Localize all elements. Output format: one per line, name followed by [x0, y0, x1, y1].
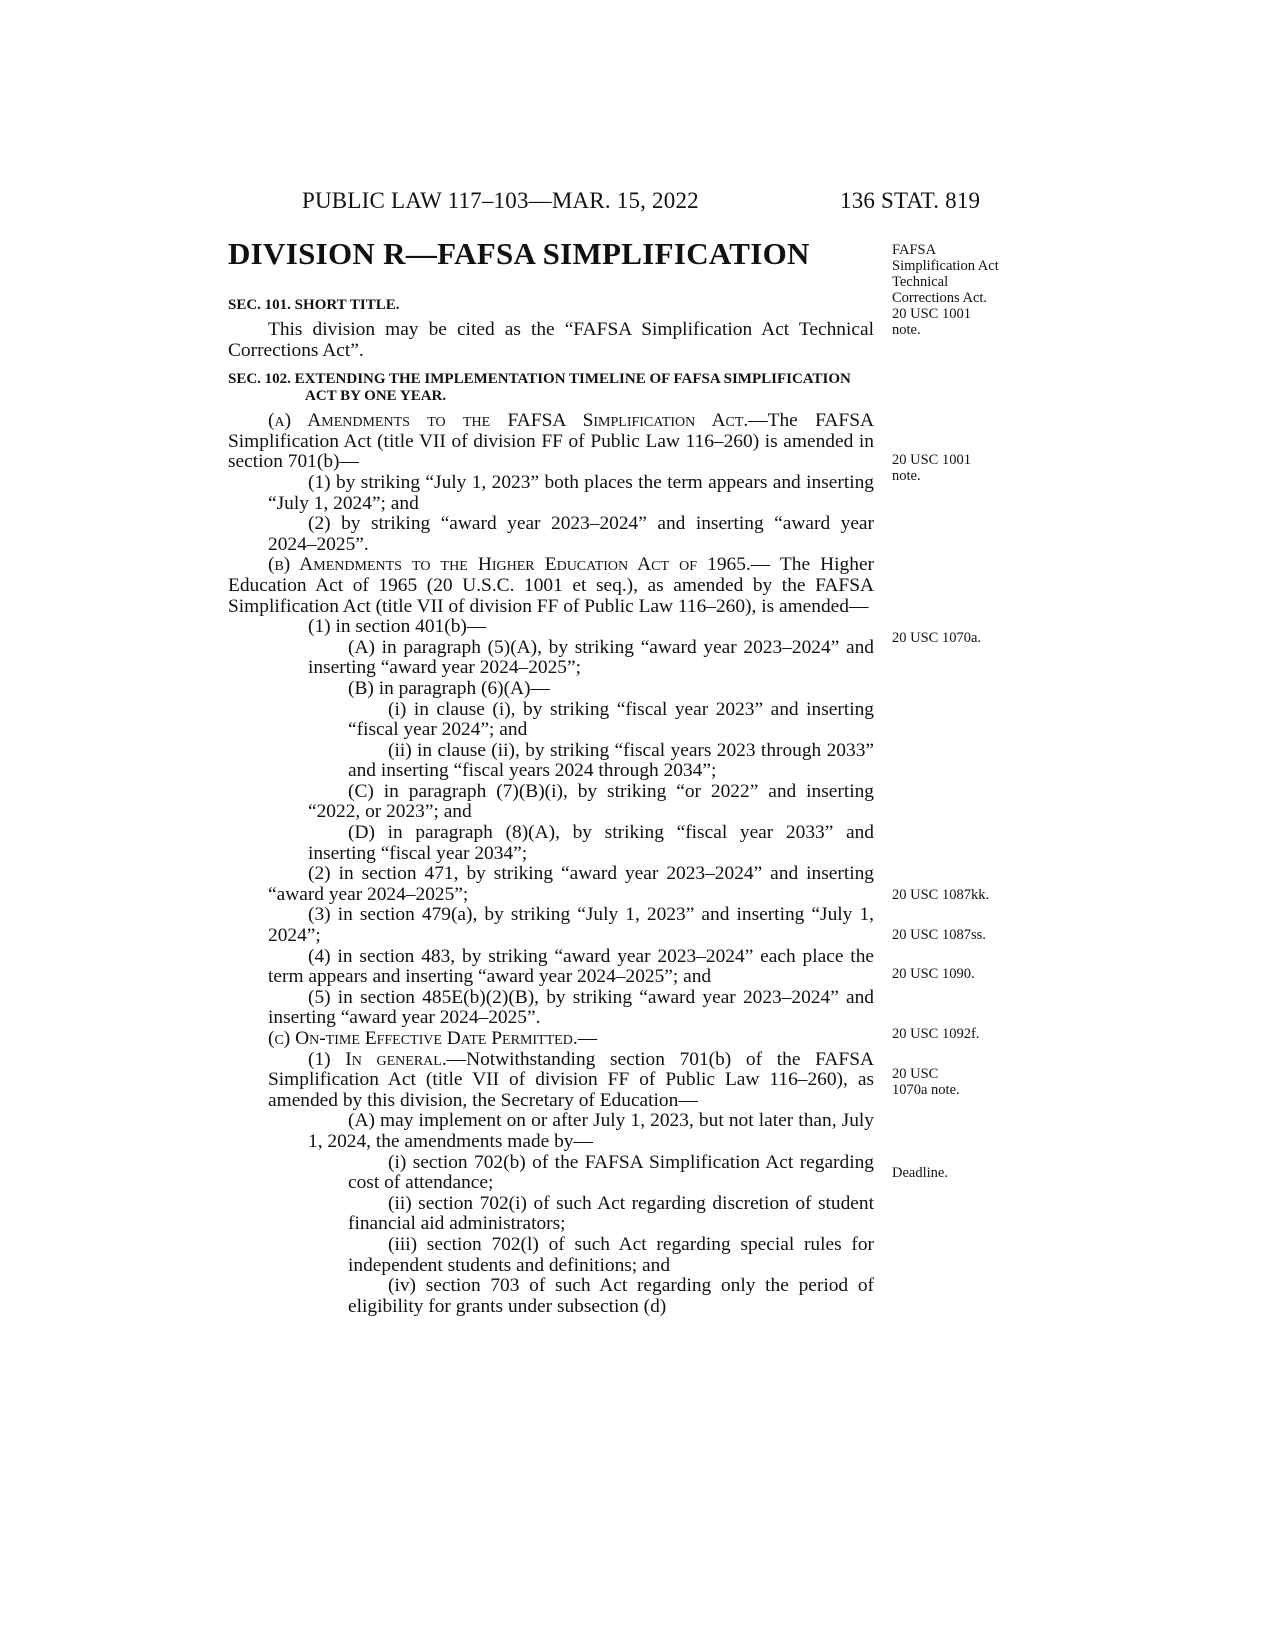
division-title: DIVISION R—FAFSA SIMPLIFICATION — [228, 236, 810, 271]
page-number: 136 STAT. 819 — [840, 188, 981, 213]
clause-c1Aiv: (iv) section 703 of such Act regarding only the period of eligibility for grants under subsection (d) — [348, 1275, 874, 1317]
subsection-b-text: — The Higher Education Act of 1965 (20 U.S.C. 1001 et seq.), as amended by the FAFSA Simplification Act (title VII of division FF of Public Law 116–260), is amended— — [228, 554, 875, 617]
paragraph-b1A: (A) in paragraph (5)(A), by striking “award year 2023–2024” and inserting “award year 2024–2025”; — [308, 636, 874, 679]
paragraph-b1B: (B) in paragraph (6)(A)— — [348, 677, 550, 699]
paragraph-c1 — [228, 1050, 874, 1112]
paragraph-b3: (3) in section 479(a), by striking “July 1, 2023” and inserting “July 1, 2024”; — [268, 904, 874, 947]
margin-note-20usc1090: 20 USC 1090. — [892, 966, 975, 982]
paragraph-a1: (1) by striking “July 1, 2023” both places the term appears and inserting “July 1, 2024”; and — [268, 471, 874, 514]
paragraph-c1A: (A) may implement on or after July 1, 2023, but not later than, July 1, 2024, the amendments made by— — [308, 1110, 874, 1152]
margin-note-deadline: Deadline. — [892, 1165, 948, 1181]
subsection-b — [228, 555, 874, 617]
clause-b1Bii: (ii) in clause (ii), by striking “fiscal years 2023 through 2033” and inserting “fiscal years 2024 through 2034”; — [348, 739, 874, 782]
subsection-c-heading: (c) On-time Effective Date Permitted. — [268, 1028, 578, 1049]
paragraph-b2: (2) in section 471, by striking “award year 2023–2024” and inserting “award year 2024–2025”; — [268, 863, 874, 905]
paragraph-b1D: (D) in paragraph (8)(A), by striking “fiscal year 2033” and inserting “fiscal year 2034”; — [308, 822, 874, 864]
subsection-b-heading: (b) Amendments to the Higher Education Act of 1965. — [268, 554, 751, 576]
margin-note-20usc1087kk: 20 USC 1087kk. — [892, 887, 990, 903]
margin-note-20usc1070a: 20 USC 1070a. — [892, 630, 982, 646]
margin-note-20usc1070a-note: 20 USC 1070a note. — [892, 1066, 960, 1098]
paragraph-b1C: (C) in paragraph (7)(B)(i), by striking “or 2022” and inserting “2022, or 2023”; and — [308, 780, 874, 823]
running-header-left: PUBLIC LAW 117–103—MAR. 15, 2022 — [302, 188, 699, 213]
subsection-c-dash: — — [577, 1028, 598, 1049]
clause-c1Aiii: (iii) section 702(l) of such Act regarding special rules for independent students and definitions; and — [348, 1233, 874, 1276]
paragraph-b1: (1) in section 401(b)— — [308, 616, 487, 638]
paragraph-c1-heading: (1) In general. — [308, 1048, 447, 1070]
clause-c1Aii: (ii) section 702(i) of such Act regarding discretion of student financial aid administrators; — [348, 1192, 874, 1235]
paragraph-c1-text: —Notwithstanding section 701(b) of the FAFSA Simplification Act (title VII of division FF of Public Law 116–260), as amended by this division, the Secretary of Education— — [268, 1048, 875, 1111]
section-101-text: This division may be cited as the “FAFSA Simplification Act Technical Corrections Act”. — [228, 319, 874, 361]
document-body — [228, 297, 874, 1317]
subsection-a-heading: (a) Amendments to the FAFSA Simplification Act. — [268, 410, 749, 432]
subsection-a-text: —The FAFSA Simplification Act (title VII of division FF of Public Law 116–260) is amended in section 701(b)— — [228, 410, 874, 473]
clause-c1Ai: (i) section 702(b) of the FAFSA Simplification Act regarding cost of attendance; — [348, 1151, 874, 1194]
paragraph-b5: (5) in section 485E(b)(2)(B), by striking “award year 2023–2024” and inserting “award year 2024–2025”. — [268, 986, 874, 1029]
section-102-heading: SEC. 102. EXTENDING THE IMPLEMENTATION TIMELINE OF FAFSA SIMPLIFICATION ACT BY ONE YEAR. — [228, 371, 851, 405]
margin-note-short-title: FAFSA Simplification Act Technical Corrections Act. 20 USC 1001 note. — [892, 242, 999, 338]
paragraph-b4: (4) in section 483, by striking “award year 2023–2024” each place the term appears and inserting “award year 2024–2025”; and — [268, 945, 874, 988]
subsection-a — [228, 411, 874, 473]
section-101-heading: SEC. 101. SHORT TITLE. — [228, 297, 400, 313]
margin-note-20usc1092f: 20 USC 1092f. — [892, 1026, 980, 1042]
margin-note-20usc1087ss: 20 USC 1087ss. — [892, 927, 986, 943]
clause-b1Bi: (i) in clause (i), by striking “fiscal year 2023” and inserting “fiscal year 2024”; and — [348, 698, 874, 741]
paragraph-a2: (2) by striking “award year 2023–2024” and inserting “award year 2024–2025”. — [268, 513, 874, 555]
margin-note-20usc1001: 20 USC 1001 note. — [892, 452, 971, 484]
subsection-c — [228, 1029, 874, 1050]
